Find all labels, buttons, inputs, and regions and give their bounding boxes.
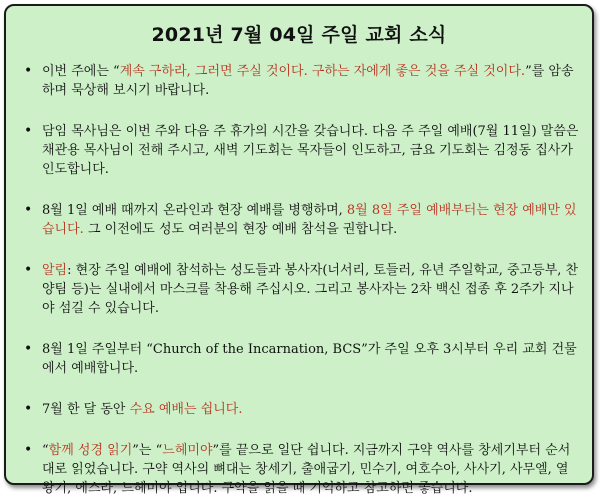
item-text: “ — [42, 443, 49, 458]
notice-card — [4, 4, 594, 496]
list-item — [20, 122, 580, 179]
item-text: 이번 주에는 “ — [42, 64, 120, 79]
list-item — [20, 400, 580, 419]
item-text: 담임 목사님은 이번 주와 다음 주 휴가의 시간을 갖습니다. 다음 주 주일 예배(7월 11일) 말씀은 채관용 목사님이 전해 주시고, 새벽 기도회는 목자들이 인도하고, 금요 기도회는 김정동 집사가 인도합니다. — [42, 124, 579, 177]
item-highlight: 8월 8일 주일 예배부터는 현장 예배만 있습니다. — [42, 203, 577, 237]
item-highlight: 함께 성경 읽기 — [48, 443, 133, 458]
item-text: ”를 끝으로 일단 쉽니다. 지금까지 구약 역사를 창세기부터 순서대로 읽었습니다. 구약 역사의 뼈대는 창세기, 출애굽기, 민수기, 여호수아, 사사기, 사무엘, 열왕기, 에스라, 느헤미야 입니다. 구약을 읽을 때 기억하고 참고하면 좋습니다. — [42, 443, 571, 496]
item-highlight: 알림 — [42, 263, 68, 278]
item-text: : 현장 주일 예배에 참석하는 성도들과 봉사자(너서리, 토들러, 유년 주일학교, 중고등부, 찬양팀 등)는 실내에서 마스크를 착용해 주십시오. 그리고 봉사자는 2차 백신 접종 후 2주가 지나야 섬길 수 있습니다. — [42, 263, 579, 316]
announcement-list — [20, 62, 580, 498]
item-text: 7월 한 달 동안 — [42, 402, 130, 417]
list-item — [20, 441, 580, 498]
list-item — [20, 201, 580, 239]
list-item — [20, 261, 580, 318]
item-text: 8월 1일 주일부터 “Church of the Incarnation, BCS”가 주일 오후 3시부터 우리 교회 건물에서 예배합니다. — [42, 342, 577, 376]
item-text: 그 이전에도 성도 여러분의 현장 예배 참석을 권합니다. — [83, 222, 398, 237]
item-highlight: 계속 구하라, 그러면 주실 것이다. 구하는 자에게 좋은 것을 주실 것이다. — [119, 64, 526, 79]
page-title: 2021년 7월 04일 주일 교회 소식 — [151, 24, 447, 46]
list-item — [20, 340, 580, 378]
item-text: ”를 암송하며 묵상해 보시기 바랍니다. — [42, 64, 574, 98]
item-highlight: 수요 예배는 쉽니다. — [129, 402, 243, 417]
item-text: 8월 1일 예배 때까지 온라인과 현장 예배를 병행하며, — [42, 203, 347, 218]
list-item — [20, 62, 580, 100]
item-text: ”는 “ — [132, 443, 163, 458]
item-highlight: 느헤미야 — [162, 443, 213, 458]
